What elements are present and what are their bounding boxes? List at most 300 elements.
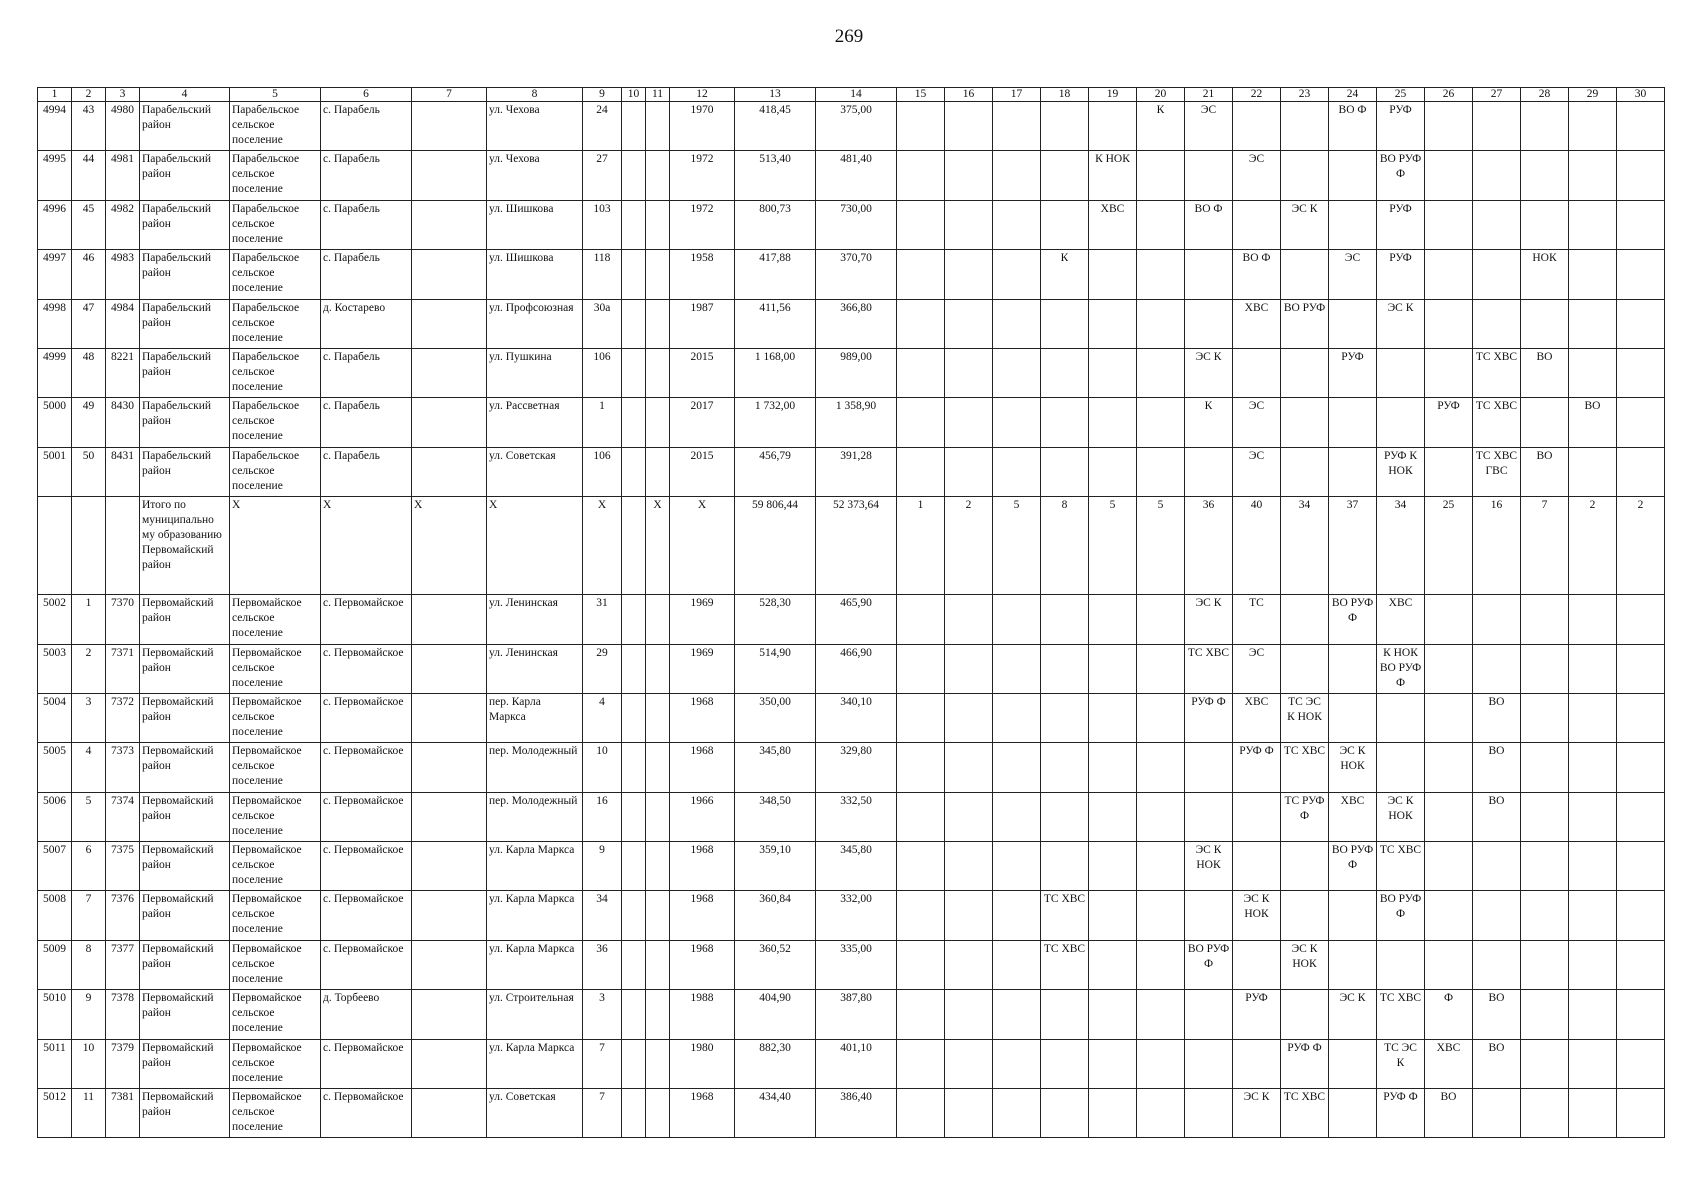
table-cell xyxy=(1137,595,1185,644)
table-cell xyxy=(1617,250,1665,299)
table-cell: Первомайский район xyxy=(140,990,230,1039)
table-row xyxy=(38,1039,1665,1088)
table-cell: 4984 xyxy=(106,299,140,348)
table-cell xyxy=(1281,644,1329,693)
table-cell: 7373 xyxy=(106,743,140,792)
table-cell xyxy=(1569,1089,1617,1138)
table-cell: 106 xyxy=(583,447,622,496)
table-cell: ВО xyxy=(1521,447,1569,496)
table-cell xyxy=(1041,299,1089,348)
table-cell: 5 xyxy=(993,497,1041,595)
table-cell: 10 xyxy=(583,743,622,792)
table-cell: 46 xyxy=(72,250,106,299)
table-cell: с. Парабель xyxy=(321,200,412,249)
table-cell xyxy=(1473,842,1521,891)
table-cell xyxy=(993,1089,1041,1138)
table-cell xyxy=(1569,842,1617,891)
table-cell: 8 xyxy=(1041,497,1089,595)
table-cell xyxy=(622,891,646,940)
table-row xyxy=(38,990,1665,1039)
table-cell xyxy=(622,299,646,348)
table-cell: с. Первомайское xyxy=(321,1089,412,1138)
table-cell xyxy=(1569,891,1617,940)
table-cell xyxy=(1329,200,1377,249)
table-cell xyxy=(1041,1039,1089,1088)
table-cell xyxy=(1425,940,1473,989)
table-cell: 5 xyxy=(1137,497,1185,595)
table-cell: Первомайское сельское поселение xyxy=(230,1039,321,1088)
table-cell xyxy=(1137,151,1185,200)
column-number-header: 22 xyxy=(1233,88,1281,102)
table-cell: Парабельское сельское поселение xyxy=(230,398,321,447)
column-number-header: 13 xyxy=(735,88,816,102)
table-cell: 434,40 xyxy=(735,1089,816,1138)
table-cell: ХВС xyxy=(1425,1039,1473,1088)
table-cell: 1968 xyxy=(670,693,735,742)
table-cell: 7371 xyxy=(106,644,140,693)
table-cell: ул. Карла Маркса xyxy=(487,891,583,940)
table-cell xyxy=(412,151,487,200)
table-cell xyxy=(1569,200,1617,249)
table-cell: 4982 xyxy=(106,200,140,249)
table-cell: 5006 xyxy=(38,792,72,841)
table-cell xyxy=(412,693,487,742)
table-cell: ВО xyxy=(1521,348,1569,397)
table-cell: Парабельское сельское поселение xyxy=(230,250,321,299)
table-cell xyxy=(897,595,945,644)
table-cell: с. Парабель xyxy=(321,151,412,200)
table-cell: 1958 xyxy=(670,250,735,299)
column-number-header: 6 xyxy=(321,88,412,102)
table-cell: 386,40 xyxy=(816,1089,897,1138)
table-cell xyxy=(1281,398,1329,447)
table-cell xyxy=(622,693,646,742)
table-cell xyxy=(1569,644,1617,693)
table-cell: 7375 xyxy=(106,842,140,891)
table-cell: д. Торбеево xyxy=(321,990,412,1039)
table-cell xyxy=(1425,792,1473,841)
table-cell: 2017 xyxy=(670,398,735,447)
table-cell xyxy=(1617,1039,1665,1088)
table-cell xyxy=(1569,447,1617,496)
table-cell xyxy=(38,497,72,595)
table-cell xyxy=(1329,447,1377,496)
table-cell: ул. Строительная xyxy=(487,990,583,1039)
column-number-header: 8 xyxy=(487,88,583,102)
table-cell xyxy=(412,940,487,989)
table-cell: 360,52 xyxy=(735,940,816,989)
table-cell: Первомайское сельское поселение xyxy=(230,990,321,1039)
table-cell: X xyxy=(583,497,622,595)
table-cell: Первомайское сельское поселение xyxy=(230,595,321,644)
table-cell xyxy=(1473,102,1521,151)
table-cell: ТС xyxy=(1233,595,1281,644)
table-cell: 4998 xyxy=(38,299,72,348)
table-cell xyxy=(1521,1039,1569,1088)
table-cell xyxy=(1473,1089,1521,1138)
table-cell xyxy=(945,1089,993,1138)
table-cell: Первомайское сельское поселение xyxy=(230,1089,321,1138)
table-cell xyxy=(1521,842,1569,891)
table-cell: 404,90 xyxy=(735,990,816,1039)
total-row xyxy=(38,497,1665,595)
table-cell xyxy=(1521,299,1569,348)
table-cell: 345,80 xyxy=(735,743,816,792)
table-cell: ТС ХВС xyxy=(1473,398,1521,447)
table-cell: ХВС xyxy=(1233,693,1281,742)
table-cell xyxy=(1041,1089,1089,1138)
table-cell xyxy=(1089,891,1137,940)
table-cell xyxy=(646,1089,670,1138)
table-cell xyxy=(1137,398,1185,447)
table-cell: 348,50 xyxy=(735,792,816,841)
table-cell: 340,10 xyxy=(816,693,897,742)
table-cell xyxy=(1089,1089,1137,1138)
table-cell: X xyxy=(646,497,670,595)
table-cell xyxy=(412,644,487,693)
table-cell: 332,50 xyxy=(816,792,897,841)
table-cell: 103 xyxy=(583,200,622,249)
table-cell xyxy=(1281,102,1329,151)
table-cell: РУФ xyxy=(1425,398,1473,447)
column-number-header: 17 xyxy=(993,88,1041,102)
column-number-header: 24 xyxy=(1329,88,1377,102)
table-cell xyxy=(1041,151,1089,200)
table-cell: 1968 xyxy=(670,891,735,940)
table-cell: 5000 xyxy=(38,398,72,447)
column-number-header: 21 xyxy=(1185,88,1233,102)
table-cell: 514,90 xyxy=(735,644,816,693)
table-cell: 50 xyxy=(72,447,106,496)
table-cell: ВО РУФ Ф xyxy=(1377,151,1425,200)
table-cell xyxy=(1281,151,1329,200)
table-cell xyxy=(1041,644,1089,693)
table-cell xyxy=(1137,348,1185,397)
table-cell xyxy=(412,447,487,496)
table-cell xyxy=(1521,1089,1569,1138)
table-cell: 1968 xyxy=(670,743,735,792)
table-cell xyxy=(1617,940,1665,989)
table-cell xyxy=(1617,447,1665,496)
table-cell xyxy=(1473,644,1521,693)
table-cell xyxy=(1233,348,1281,397)
table-cell xyxy=(412,102,487,151)
table-cell xyxy=(1425,299,1473,348)
table-cell: 5011 xyxy=(38,1039,72,1088)
table-cell: 5 xyxy=(1089,497,1137,595)
table-row xyxy=(38,299,1665,348)
table-cell xyxy=(993,792,1041,841)
table-cell: 24 xyxy=(583,102,622,151)
table-cell xyxy=(1281,348,1329,397)
table-cell xyxy=(1137,693,1185,742)
table-cell: ВО xyxy=(1425,1089,1473,1138)
column-number-header: 30 xyxy=(1617,88,1665,102)
table-cell: Парабельский район xyxy=(140,102,230,151)
table-cell: 2 xyxy=(945,497,993,595)
table-cell xyxy=(1281,842,1329,891)
table-cell xyxy=(945,743,993,792)
table-cell: 7 xyxy=(583,1039,622,1088)
table-cell: 465,90 xyxy=(816,595,897,644)
table-row xyxy=(38,693,1665,742)
table-cell xyxy=(1617,990,1665,1039)
table-cell xyxy=(1521,102,1569,151)
table-cell: 1980 xyxy=(670,1039,735,1088)
table-cell xyxy=(1425,151,1473,200)
table-cell xyxy=(1185,1089,1233,1138)
table-cell: X xyxy=(230,497,321,595)
table-cell xyxy=(1089,644,1137,693)
table-cell xyxy=(412,1089,487,1138)
table-cell xyxy=(945,200,993,249)
table-cell: 36 xyxy=(583,940,622,989)
table-cell: 5 xyxy=(72,792,106,841)
table-cell xyxy=(1185,1039,1233,1088)
table-cell: 43 xyxy=(72,102,106,151)
column-number-header: 9 xyxy=(583,88,622,102)
table-cell xyxy=(1569,693,1617,742)
table-cell xyxy=(993,299,1041,348)
table-cell xyxy=(622,842,646,891)
table-cell: 882,30 xyxy=(735,1039,816,1088)
table-cell: 1 168,00 xyxy=(735,348,816,397)
table-cell: Первомайское сельское поселение xyxy=(230,693,321,742)
table-cell: ЭС К НОК xyxy=(1281,940,1329,989)
table-cell xyxy=(646,348,670,397)
table-cell: 34 xyxy=(583,891,622,940)
table-cell: К xyxy=(1137,102,1185,151)
table-cell: ВО РУФ Ф xyxy=(1185,940,1233,989)
table-cell: ул. Карла Маркса xyxy=(487,1039,583,1088)
table-cell: ул. Чехова xyxy=(487,102,583,151)
table-cell: ул. Советская xyxy=(487,447,583,496)
table-cell: 5008 xyxy=(38,891,72,940)
table-cell xyxy=(646,990,670,1039)
table-cell: 34 xyxy=(1377,497,1425,595)
table-cell: 1970 xyxy=(670,102,735,151)
table-cell: ХВС xyxy=(1329,792,1377,841)
table-cell: с. Первомайское xyxy=(321,842,412,891)
table-cell xyxy=(106,497,140,595)
table-cell: ЭС К НОК xyxy=(1329,743,1377,792)
table-cell: ТС ЭС К xyxy=(1377,1039,1425,1088)
table-cell: 370,70 xyxy=(816,250,897,299)
table-cell xyxy=(646,1039,670,1088)
table-cell: 800,73 xyxy=(735,200,816,249)
table-cell xyxy=(1041,693,1089,742)
table-cell: с. Парабель xyxy=(321,348,412,397)
table-cell xyxy=(412,990,487,1039)
table-cell xyxy=(1185,299,1233,348)
table-cell xyxy=(897,250,945,299)
table-cell: 106 xyxy=(583,348,622,397)
table-cell: 1968 xyxy=(670,940,735,989)
table-cell xyxy=(412,200,487,249)
table-cell xyxy=(1041,447,1089,496)
table-cell: ЭС xyxy=(1185,102,1233,151)
table-cell xyxy=(72,497,106,595)
table-cell xyxy=(945,792,993,841)
table-cell: 1969 xyxy=(670,595,735,644)
table-cell xyxy=(1617,842,1665,891)
table-cell xyxy=(1281,595,1329,644)
column-number-header: 16 xyxy=(945,88,993,102)
table-cell xyxy=(945,151,993,200)
table-cell: 989,00 xyxy=(816,348,897,397)
column-number-row xyxy=(38,88,1665,102)
table-cell: 7379 xyxy=(106,1039,140,1088)
table-cell: 387,80 xyxy=(816,990,897,1039)
table-cell xyxy=(1425,743,1473,792)
table-cell: с. Первомайское xyxy=(321,891,412,940)
table-cell xyxy=(622,497,646,595)
table-cell: 59 806,44 xyxy=(735,497,816,595)
table-cell xyxy=(945,693,993,742)
table-cell: 1 xyxy=(897,497,945,595)
table-cell xyxy=(1089,990,1137,1039)
table-cell xyxy=(897,299,945,348)
table-cell xyxy=(1089,398,1137,447)
table-cell xyxy=(1521,398,1569,447)
table-cell: 329,80 xyxy=(816,743,897,792)
table-cell: с. Первомайское xyxy=(321,792,412,841)
table-cell xyxy=(1473,200,1521,249)
column-number-header: 20 xyxy=(1137,88,1185,102)
table-cell xyxy=(622,1089,646,1138)
table-cell xyxy=(1473,940,1521,989)
table-cell: 27 xyxy=(583,151,622,200)
table-cell xyxy=(622,990,646,1039)
column-number-header: 3 xyxy=(106,88,140,102)
table-cell xyxy=(1233,842,1281,891)
table-cell: 335,00 xyxy=(816,940,897,989)
table-cell xyxy=(945,447,993,496)
table-cell xyxy=(646,595,670,644)
table-cell: 30а xyxy=(583,299,622,348)
table-cell: ТС ХВС xyxy=(1185,644,1233,693)
table-cell xyxy=(1089,447,1137,496)
table-cell xyxy=(993,102,1041,151)
table-cell: Первомайский район xyxy=(140,1039,230,1088)
table-cell xyxy=(897,348,945,397)
table-cell xyxy=(1233,1039,1281,1088)
table-cell xyxy=(897,693,945,742)
table-cell xyxy=(1425,842,1473,891)
table-cell xyxy=(1377,743,1425,792)
table-cell: Парабельское сельское поселение xyxy=(230,299,321,348)
table-cell: ВО РУФ Ф xyxy=(1329,842,1377,891)
table-cell xyxy=(646,200,670,249)
table-cell xyxy=(897,102,945,151)
column-number-header: 27 xyxy=(1473,88,1521,102)
table-cell: 7 xyxy=(72,891,106,940)
table-cell xyxy=(1185,250,1233,299)
table-cell: 7370 xyxy=(106,595,140,644)
table-cell xyxy=(993,940,1041,989)
table-cell: 8430 xyxy=(106,398,140,447)
table-cell xyxy=(412,792,487,841)
table-cell xyxy=(1137,1089,1185,1138)
table-row xyxy=(38,792,1665,841)
table-cell xyxy=(412,348,487,397)
table-cell: ул. Ленинская xyxy=(487,644,583,693)
table-cell: 52 373,64 xyxy=(816,497,897,595)
table-cell: Ф xyxy=(1425,990,1473,1039)
table-cell: 47 xyxy=(72,299,106,348)
table-cell: 5009 xyxy=(38,940,72,989)
table-cell xyxy=(1233,940,1281,989)
table-cell: Первомайский район xyxy=(140,940,230,989)
table-cell: 1987 xyxy=(670,299,735,348)
table-cell xyxy=(897,940,945,989)
table-cell: Парабельский район xyxy=(140,151,230,200)
table-cell xyxy=(1377,693,1425,742)
table-cell: Парабельский район xyxy=(140,348,230,397)
table-cell: Парабельский район xyxy=(140,250,230,299)
table-cell: ВО Ф xyxy=(1329,102,1377,151)
table-cell xyxy=(1137,940,1185,989)
table-cell xyxy=(1089,743,1137,792)
table-cell xyxy=(897,200,945,249)
table-cell: с. Первомайское xyxy=(321,644,412,693)
table-row xyxy=(38,398,1665,447)
table-cell xyxy=(1425,200,1473,249)
table-cell xyxy=(993,398,1041,447)
table-cell: ЭС К xyxy=(1329,990,1377,1039)
table-cell xyxy=(646,250,670,299)
table-cell xyxy=(1617,151,1665,200)
table-cell: Первомайский район xyxy=(140,891,230,940)
table-cell: с. Первомайское xyxy=(321,693,412,742)
table-cell xyxy=(993,891,1041,940)
table-cell: ВО РУФ xyxy=(1281,299,1329,348)
table-cell: ТС ХВС xyxy=(1041,940,1089,989)
table-cell: 401,10 xyxy=(816,1039,897,1088)
table-cell xyxy=(1617,891,1665,940)
table-cell: ВО РУФ Ф xyxy=(1377,891,1425,940)
table-cell: Первомайский район xyxy=(140,743,230,792)
table-cell xyxy=(1041,743,1089,792)
table-cell: 345,80 xyxy=(816,842,897,891)
table-cell: ТС ХВС xyxy=(1473,348,1521,397)
table-cell xyxy=(1425,447,1473,496)
table-cell xyxy=(412,1039,487,1088)
table-cell xyxy=(1521,743,1569,792)
table-cell xyxy=(1137,891,1185,940)
table-cell xyxy=(1137,447,1185,496)
table-cell xyxy=(1617,299,1665,348)
table-cell: 7374 xyxy=(106,792,140,841)
table-cell xyxy=(897,1039,945,1088)
table-cell: 1 732,00 xyxy=(735,398,816,447)
table-cell xyxy=(1137,1039,1185,1088)
table-cell xyxy=(993,595,1041,644)
table-cell xyxy=(1521,595,1569,644)
table-cell xyxy=(1473,250,1521,299)
table-row xyxy=(38,348,1665,397)
table-cell: Первомайское сельское поселение xyxy=(230,940,321,989)
table-cell xyxy=(1089,842,1137,891)
table-cell xyxy=(1329,299,1377,348)
table-cell xyxy=(897,792,945,841)
table-cell: ВО Ф xyxy=(1185,200,1233,249)
table-cell xyxy=(1185,743,1233,792)
table-cell xyxy=(646,891,670,940)
table-cell: ТС ХВС xyxy=(1377,990,1425,1039)
table-cell xyxy=(897,1089,945,1138)
table-cell: ул. Шишкова xyxy=(487,250,583,299)
